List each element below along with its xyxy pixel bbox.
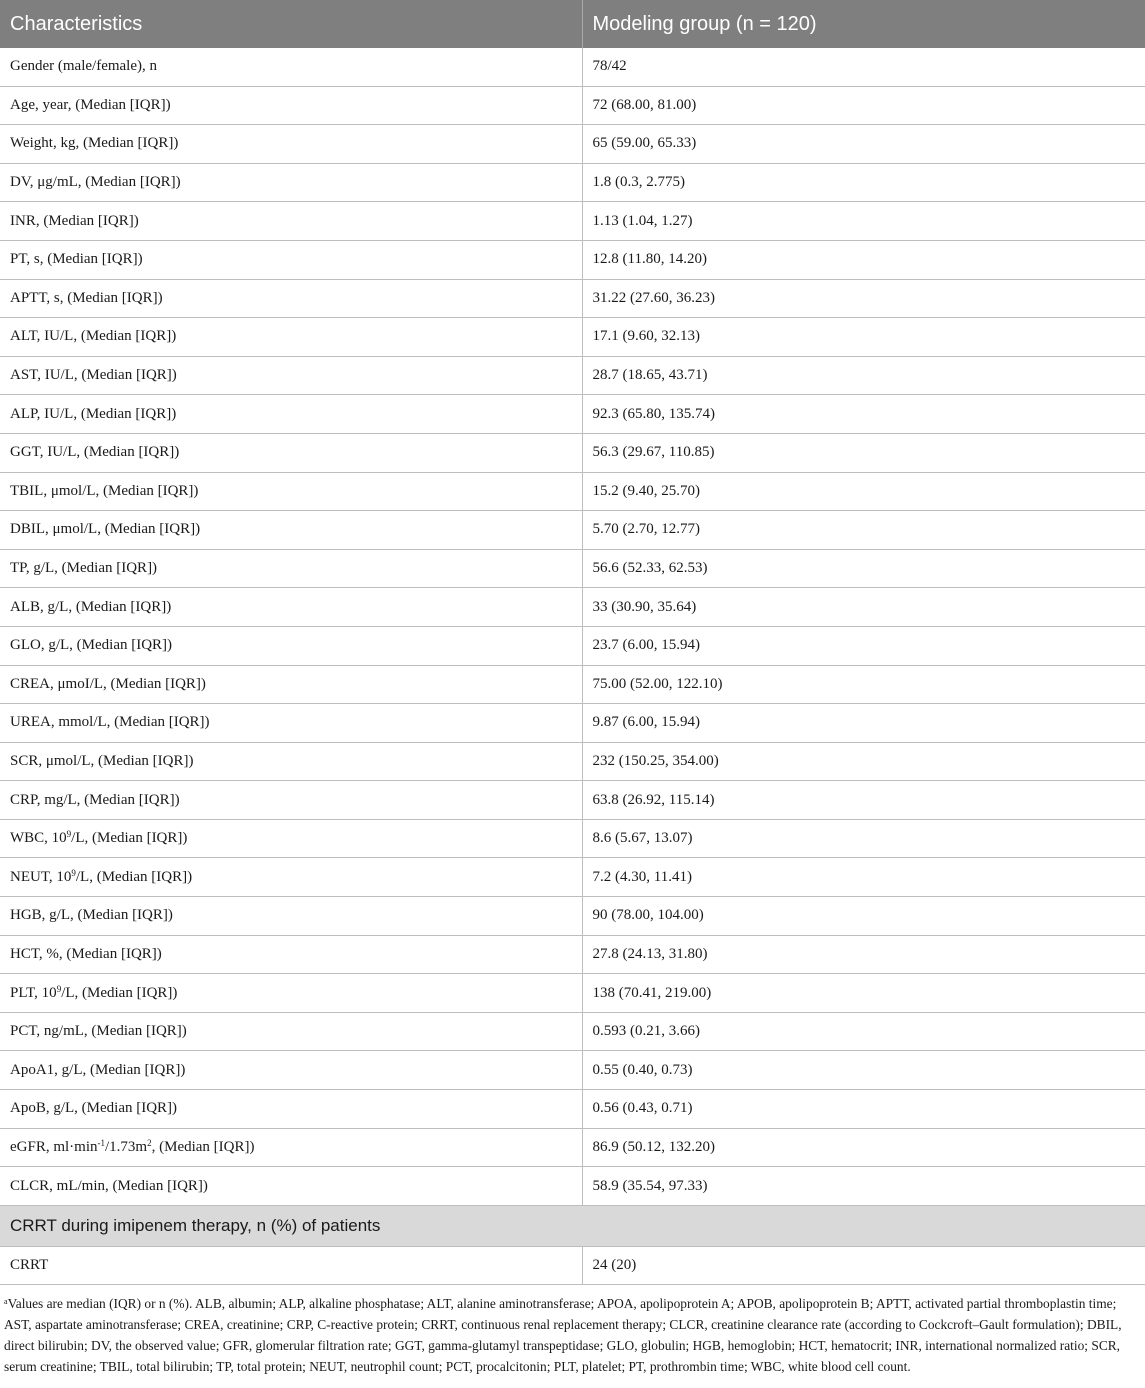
row-value: 17.1 (9.60, 32.13): [582, 318, 1145, 357]
row-value: 12.8 (11.80, 14.20): [582, 240, 1145, 279]
row-label: AST, IU/L, (Median [IQR]): [0, 356, 582, 395]
row-label: ApoB, g/L, (Median [IQR]): [0, 1090, 582, 1129]
row-value: 58.9 (35.54, 97.33): [582, 1167, 1145, 1206]
row-label: INR, (Median [IQR]): [0, 202, 582, 241]
row-value: 63.8 (26.92, 115.14): [582, 781, 1145, 820]
table-row: [0, 511, 1145, 550]
row-label-part: eGFR, ml·min: [10, 1138, 98, 1155]
table-row: [0, 1051, 1145, 1090]
row-label: ALB, g/L, (Median [IQR]): [0, 588, 582, 627]
row-label-part: /L, (Median [IQR]): [75, 868, 193, 885]
row-value: 138 (70.41, 219.00): [582, 974, 1145, 1013]
table-row: [0, 742, 1145, 781]
table-row: [0, 395, 1145, 434]
row-value: 65 (59.00, 65.33): [582, 125, 1145, 164]
row-label: CREA, μmoI/L, (Median [IQR]): [0, 665, 582, 704]
row-label: UREA, mmol/L, (Median [IQR]): [0, 704, 582, 743]
row-label: SCR, μmol/L, (Median [IQR]): [0, 742, 582, 781]
table-row: [0, 781, 1145, 820]
table-row: [0, 86, 1145, 125]
row-label: ALT, IU/L, (Median [IQR]): [0, 318, 582, 357]
row-value: 5.70 (2.70, 12.77): [582, 511, 1145, 550]
row-label-part: , (Median [IQR]): [151, 1138, 255, 1155]
row-value: 232 (150.25, 354.00): [582, 742, 1145, 781]
row-label: TP, g/L, (Median [IQR]): [0, 549, 582, 588]
row-label: GGT, IU/L, (Median [IQR]): [0, 433, 582, 472]
row-label: [0, 819, 582, 858]
row-label: ApoA1, g/L, (Median [IQR]): [0, 1051, 582, 1090]
table-row: [0, 549, 1145, 588]
table-row: [0, 240, 1145, 279]
table-row: [0, 1012, 1145, 1051]
footnote-text: Values are median (IQR) or n (%). ALB, albumin; ALP, alkaline phosphatase; ALT, alanine aminotransferase; APOA, apolipoprotein A; APOB, apolipoprotein B; APTT, activated partial thromboplastin time; AST, aspartate aminotransferase; CREA, creatinine; CRP, C-reactive protein; CRRT, continuous renal replacement therapy; CLCR, creatinine clearance rate (according to Cockcroft–Gault formulation); DBIL, direct bilirubin; DV, the observed value; GFR, glomerular filtration rate; GGT, gamma-glutamyl transpeptidase; GLO, globulin; HGB, hemoglobin; HCT, hematocrit; INR, international normalized ratio; SCR, serum creatinine; TBIL, total bilirubin; TP, total protein; NEUT, neutrophil count; PCT, procalcitonin; PLT, platelet; PT, prothrombin time; WBC, white blood cell count.: [4, 1296, 1122, 1375]
row-value: 28.7 (18.65, 43.71): [582, 356, 1145, 395]
row-label: CRRT: [0, 1246, 582, 1285]
row-value: 56.6 (52.33, 62.53): [582, 549, 1145, 588]
row-value: 15.2 (9.40, 25.70): [582, 472, 1145, 511]
row-label-part: /L, (Median [IQR]): [61, 984, 178, 1001]
row-value: 86.9 (50.12, 132.20): [582, 1128, 1145, 1167]
row-label: Age, year, (Median [IQR]): [0, 86, 582, 125]
table-row: [0, 48, 1145, 86]
row-label-part: /L, (Median [IQR]): [71, 830, 188, 847]
row-label-part: PLT, 10: [10, 984, 57, 1001]
footnote-marker: a: [4, 1297, 8, 1307]
row-value: 9.87 (6.00, 15.94): [582, 704, 1145, 743]
row-value: 0.55 (0.40, 0.73): [582, 1051, 1145, 1090]
table-header: [0, 0, 1145, 48]
table-body: [0, 48, 1145, 1285]
row-value: 56.3 (29.67, 110.85): [582, 433, 1145, 472]
row-value: 7.2 (4.30, 11.41): [582, 858, 1145, 897]
row-value: 1.8 (0.3, 2.775): [582, 163, 1145, 202]
row-label: [0, 974, 582, 1013]
table-row: [0, 433, 1145, 472]
table-row: [0, 897, 1145, 936]
table-row: [0, 318, 1145, 357]
row-label: DV, μg/mL, (Median [IQR]): [0, 163, 582, 202]
row-label-part: WBC, 10: [10, 830, 67, 847]
row-value: 92.3 (65.80, 135.74): [582, 395, 1145, 434]
section-row: [0, 1205, 1145, 1246]
row-label: Weight, kg, (Median [IQR]): [0, 125, 582, 164]
row-value: 27.8 (24.13, 31.80): [582, 935, 1145, 974]
section-title: CRRT during imipenem therapy, n (%) of patients: [0, 1205, 1145, 1246]
row-label-superscript: 2: [147, 1137, 152, 1148]
row-value: 31.22 (27.60, 36.23): [582, 279, 1145, 318]
row-label: CRP, mg/L, (Median [IQR]): [0, 781, 582, 820]
table-row: [0, 1167, 1145, 1206]
row-value: 78/42: [582, 48, 1145, 86]
row-value: 0.56 (0.43, 0.71): [582, 1090, 1145, 1129]
table-row: [0, 704, 1145, 743]
row-label: [0, 1128, 582, 1167]
row-label: GLO, g/L, (Median [IQR]): [0, 626, 582, 665]
row-label: Gender (male/female), n: [0, 48, 582, 86]
header-characteristics: Characteristics: [0, 0, 582, 48]
row-value: 0.593 (0.21, 3.66): [582, 1012, 1145, 1051]
table-row: [0, 125, 1145, 164]
row-value: 75.00 (52.00, 122.10): [582, 665, 1145, 704]
row-label-superscript: -1: [97, 1137, 106, 1148]
row-label: TBIL, μmol/L, (Median [IQR]): [0, 472, 582, 511]
table-row: [0, 935, 1145, 974]
row-label-superscript: 9: [66, 829, 72, 840]
row-value: 33 (30.90, 35.64): [582, 588, 1145, 627]
row-value: 72 (68.00, 81.00): [582, 86, 1145, 125]
table-row: [0, 1128, 1145, 1167]
table-row: [0, 163, 1145, 202]
row-label-superscript: 9: [56, 983, 62, 994]
header-modeling-group: Modeling group (n = 120): [582, 0, 1145, 48]
table-row: [0, 1246, 1145, 1285]
row-value: 8.6 (5.67, 13.07): [582, 819, 1145, 858]
table-row: [0, 626, 1145, 665]
row-label: ALP, IU/L, (Median [IQR]): [0, 395, 582, 434]
row-label: PT, s, (Median [IQR]): [0, 240, 582, 279]
table-footnote: [0, 1285, 1145, 1377]
table-row: [0, 356, 1145, 395]
table-row: [0, 472, 1145, 511]
row-label: APTT, s, (Median [IQR]): [0, 279, 582, 318]
table-row: [0, 665, 1145, 704]
row-label: DBIL, μmol/L, (Median [IQR]): [0, 511, 582, 550]
row-label: [0, 858, 582, 897]
row-value: 90 (78.00, 104.00): [582, 897, 1145, 936]
table-row: [0, 279, 1145, 318]
table-row: [0, 202, 1145, 241]
row-label: HCT, %, (Median [IQR]): [0, 935, 582, 974]
table-row: [0, 1090, 1145, 1129]
row-label-part: NEUT, 10: [10, 868, 72, 885]
table-row: [0, 819, 1145, 858]
row-label: PCT, ng/mL, (Median [IQR]): [0, 1012, 582, 1051]
row-value: 1.13 (1.04, 1.27): [582, 202, 1145, 241]
row-label: HGB, g/L, (Median [IQR]): [0, 897, 582, 936]
row-label: CLCR, mL/min, (Median [IQR]): [0, 1167, 582, 1206]
row-label-part: /1.73m: [105, 1138, 148, 1155]
row-label-superscript: 9: [71, 867, 76, 878]
row-value: 24 (20): [582, 1246, 1145, 1285]
table-row: [0, 858, 1145, 897]
table-row: [0, 974, 1145, 1013]
row-value: 23.7 (6.00, 15.94): [582, 626, 1145, 665]
table-row: [0, 588, 1145, 627]
